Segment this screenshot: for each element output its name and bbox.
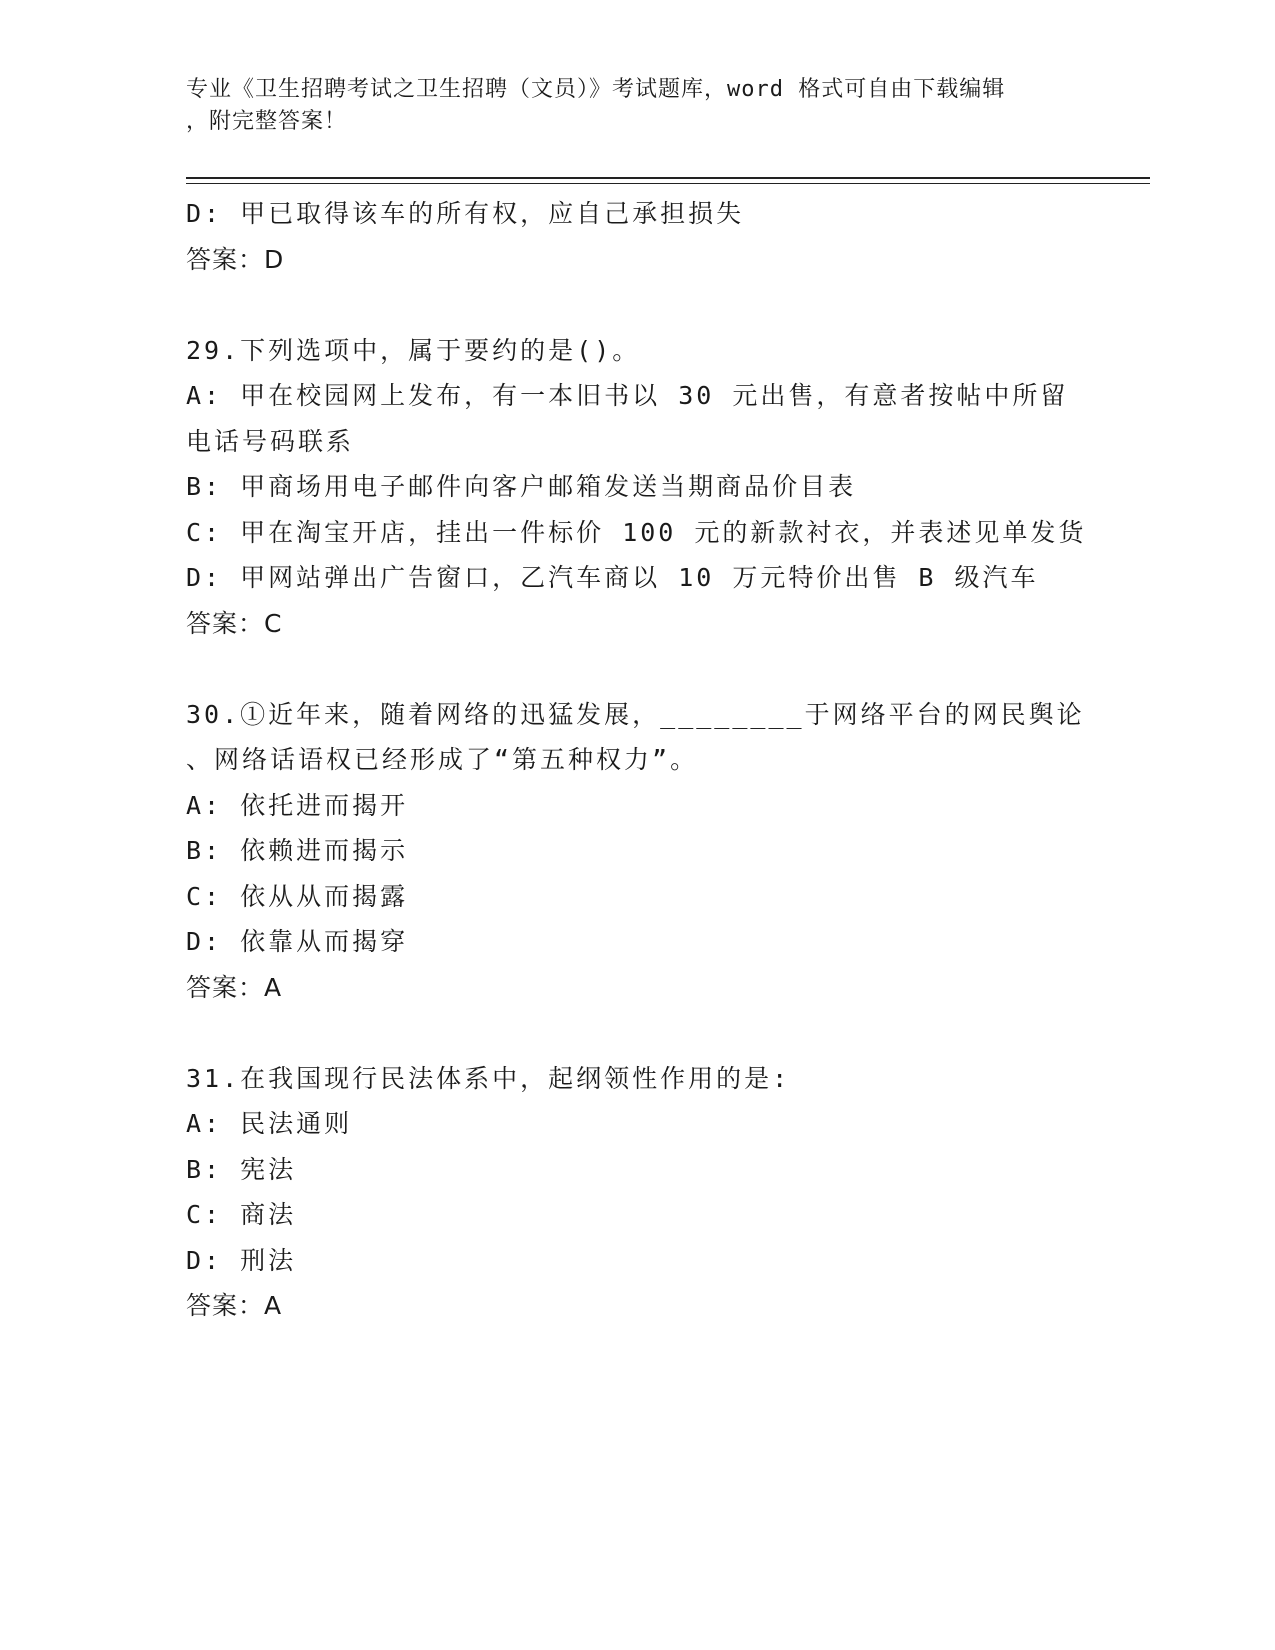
option-a: A: 民法通则 [186, 1109, 353, 1138]
option-a-continued: 电话号码联系 [186, 426, 355, 456]
option-c: C: 依从从而揭露 [186, 881, 409, 911]
header-line-2: ，附完整答案！ [186, 109, 348, 134]
header-rule-thick [186, 177, 1150, 179]
question-stem: 31.在我国现行民法体系中，起纲领性作用的是: [186, 1063, 791, 1093]
option-d: D: 刑法 [186, 1245, 297, 1275]
option-d: D: 甲已取得该车的所有权，应自己承担损失 [186, 199, 745, 228]
header-line-1: 专业《卫生招聘考试之卫生招聘（文员）》考试题库，word 格式可自由下载编辑 [186, 77, 1006, 102]
spacer [186, 282, 1086, 328]
question-stem: 30.①近年来，随着网络的迅猛发展，________于网络平台的网民舆论 [186, 699, 1085, 729]
answer-line: 答案：C [186, 608, 283, 638]
header-rule-thin [186, 183, 1150, 184]
option-a: A: 依托进而揭开 [186, 790, 409, 820]
question-29 [186, 328, 1086, 647]
option-c: C: 商法 [186, 1200, 297, 1229]
option-a: A: 甲在校园网上发布，有一本旧书以 30 元出售，有意者按帖中所留 [186, 381, 1069, 410]
option-c: C: 甲在淘宝开店，挂出一件标价 100 元的新款衬衣，并表述见单发货 [186, 517, 1087, 547]
spacer [186, 1010, 1086, 1056]
question-31 [186, 1056, 1086, 1329]
question-list [186, 191, 1086, 1329]
answer-line: 答案：A [186, 1291, 283, 1320]
question-stem: 29.下列选项中，属于要约的是()。 [186, 335, 641, 365]
question-stem-continued: 、网络话语权已经形成了“第五种权力”。 [186, 745, 699, 774]
question-28 [186, 191, 1086, 282]
answer-line: 答案：A [186, 972, 283, 1002]
option-d: D: 依靠从而揭穿 [186, 927, 409, 956]
answer-line: 答案：D [186, 244, 285, 274]
question-30 [186, 692, 1086, 1011]
option-b: B: 甲商场用电子邮件向客户邮箱发送当期商品价目表 [186, 472, 857, 501]
option-b: B: 宪法 [186, 1154, 297, 1184]
option-b: B: 依赖进而揭示 [186, 836, 409, 865]
page-header [186, 74, 1086, 138]
option-d: D: 甲网站弹出广告窗口，乙汽车商以 10 万元特价出售 B 级汽车 [186, 563, 1039, 592]
spacer [186, 646, 1086, 692]
